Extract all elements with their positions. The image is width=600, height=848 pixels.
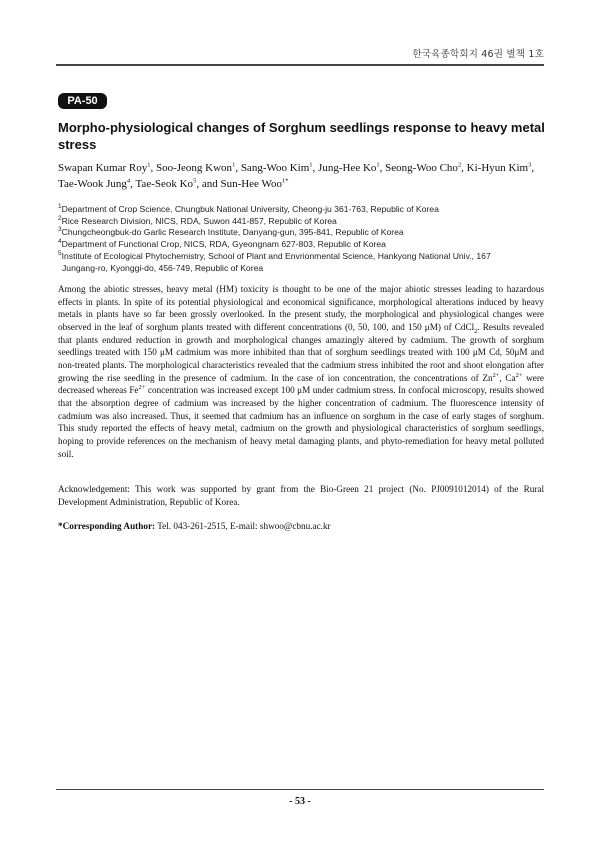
- affiliation-item: $^3$Chungcheongbuk-do Garlic Research Institute, Danyang-gun, 395-841, Republic of Korea: [58, 226, 404, 238]
- footer-rule: [56, 789, 544, 790]
- acknowledgement: Acknowledgement: This work was supported by grant from the Bio-Green 21 project (No. PJ0091012014) of the Rural Development Administration, Republic of Korea.: [58, 484, 544, 507]
- author: Swapan Kumar Roy: [58, 162, 148, 174]
- author: Soo-Jeong Kwon: [155, 162, 233, 174]
- author: Ki-Hyun Kim: [466, 162, 529, 174]
- affiliation-item: $^2$Rice Research Division, NICS, RDA, Suwon 441-857, Republic of Korea: [58, 214, 337, 226]
- affiliation-list: [58, 204, 548, 274]
- poster-id-badge: PA-50: [58, 93, 107, 109]
- author: Sang-Woo Kim: [240, 162, 310, 174]
- journal-header: 한국육종학회지 46권 별책 1호: [412, 49, 544, 60]
- corresponding-author: [58, 520, 544, 533]
- corresponding-label: *Corresponding Author:: [58, 521, 156, 531]
- page-number: - 53 -: [289, 796, 311, 807]
- corresponding-contact: Tel. 043-261-2515, E-mail: shwoo@cbnu.ac.kr: [155, 521, 331, 531]
- affiliation-item: $^5$Institute of Ecological Phytochemistry, School of Plant and Envrionmental Science, Hankyong National Univ., 167: [58, 249, 491, 261]
- author: Jung-Hee Ko: [318, 162, 377, 174]
- author: Tae-Wook Jung: [58, 177, 127, 190]
- affiliation-item: $^1$Department of Crop Science, Chungbuk National University, Cheong-ju 361-763, Republic of Korea: [58, 203, 439, 214]
- author: Sun-Hee Woo: [220, 177, 282, 190]
- paper-title: Morpho-physiological changes of Sorghum seedlings response to heavy metal stress: [58, 120, 545, 152]
- author: Tae-Seok Ko: [135, 177, 194, 190]
- abstract-text: Among the abiotic stresses, heavy metal (HM) toxicity is thought to be one of the major abiotic stresses leading to hazardous effects in plants. In spite of its potential physiological and economical significance, morphological alterations induced by heavy metals in plants have so far been grossly overlooked. In the present study, the morphological and physiological changes were observed in the leaf of sorghum plants treated with different concentrations (0, 50, 100, and 150 μM) of CdCl$_2$. Results revealed that plants endured reduction in growth and morphological changes amazingly altered by cadmium. The growth of sorghum seedlings treated with 150 μM cadmium was more inhibited than that of sorghum seedlings treated with 100 μM Cd, 50μM and non-treated plants. The morphological characteristics revealed that the cadmium stress inhibited the root and shoot elongation after growing the rise seedling in the presence of cadmium. In the case of ion concentration, the concentrations of $Zn^{2+}$, $Ca^{2+}$ were decreased whereas $Fe^{2+}$ concentration was increased except 100 μM under cadmium stress. In confocal microscopy, results showed that the absorption degree of cadmium was increased by the higher concentration of cadmium. The fluorescence intensity of cadmium was also increased. Thus, it seemed that cadmium has an influence on sorghum in the case of early stages of sorghum. This study reported the effects of heavy metal, cadmium on the growth and physiological characteristics of sorghum seedlings, hoping to provide references on the mechanism of heavy metal damaging plants, and phyto-remediation for heavy metal polluted soil.: [58, 284, 545, 459]
- author: Seong-Woo Cho: [385, 162, 458, 174]
- affiliation-item: $^4$Department of Functional Crop, NICS, RDA, Gyeongnam 627-803, Republic of Korea: [58, 238, 386, 250]
- affiliation-continuation: Jungang-ro, Kyonggi-do, 456-749, Republic of Korea: [62, 262, 264, 273]
- header-rule: [56, 64, 544, 66]
- author-list: Swapan Kumar Roy$^1$, Soo-Jeong Kwon$^1$, Sang-Woo Kim$^1$, Jung-Hee Ko$^1$, Seong-Woo Cho$^2$, Ki-Hyun Kim$^3$, Tae-Wook Jung$^4$, Tae-Seok Ko$^5$, and Sun-Hee Woo$^{1*}$: [58, 161, 535, 190]
